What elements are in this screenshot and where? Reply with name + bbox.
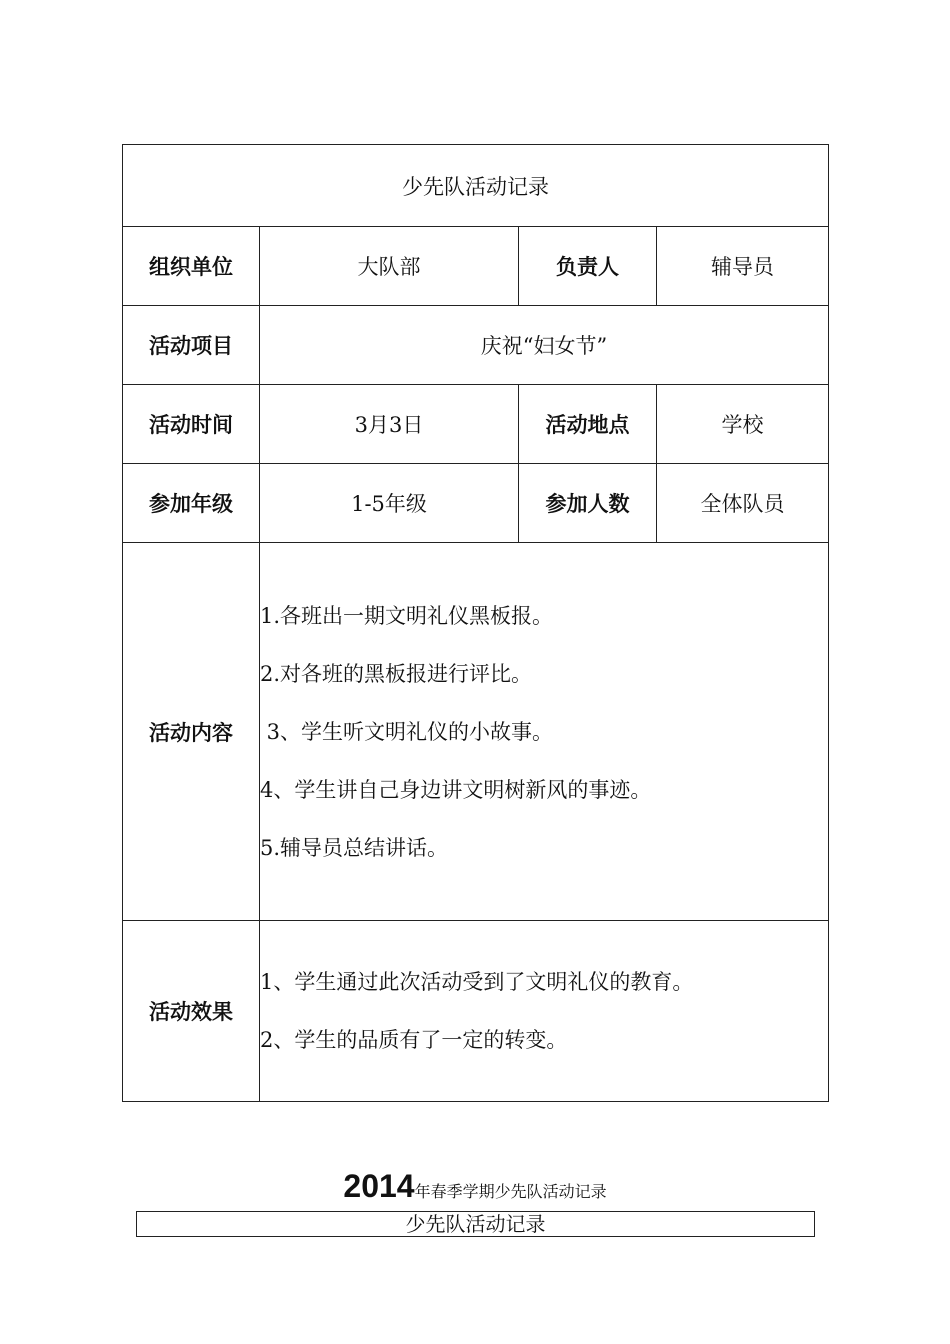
next-record-title: 少先队活动记录	[136, 1211, 815, 1237]
effect-item: 2、学生的品质有了一定的转变。	[260, 1028, 568, 1052]
time-label: 活动时间	[123, 385, 260, 464]
footer-year: 2014	[343, 1168, 415, 1204]
footer-heading	[0, 1168, 950, 1205]
time-value: 3月3日	[260, 385, 519, 464]
effect-label: 活动效果	[123, 921, 260, 1102]
org-value: 大队部	[260, 227, 519, 306]
content-label: 活动内容	[123, 543, 260, 921]
table-title: 少先队活动记录	[123, 145, 829, 227]
content-item: 5.辅导员总结讲话。	[260, 835, 449, 860]
grade-label: 参加年级	[123, 464, 260, 543]
effect-list	[260, 921, 829, 1102]
activity-record-table	[122, 144, 829, 1102]
count-label: 参加人数	[519, 464, 657, 543]
content-item: 4、学生讲自己身边讲文明树新风的事迹。	[260, 777, 652, 802]
grade-value: 1-5年级	[260, 464, 519, 543]
project-label: 活动项目	[123, 306, 260, 385]
place-label: 活动地点	[519, 385, 657, 464]
effect-item: 1、学生通过此次活动受到了文明礼仪的教育。	[260, 970, 694, 994]
content-item: 3、学生听文明礼仪的小故事。	[260, 719, 554, 744]
footer-heading-text: 年春季学期少先队活动记录	[414, 1182, 607, 1201]
content-list	[260, 543, 829, 921]
owner-label: 负责人	[519, 227, 657, 306]
place-value: 学校	[657, 385, 829, 464]
content-item: 1.各班出一期文明礼仪黑板报。	[260, 603, 554, 628]
content-item: 2.对各班的黑板报进行评比。	[260, 661, 533, 686]
owner-value: 辅导员	[657, 227, 829, 306]
count-value: 全体队员	[657, 464, 829, 543]
org-label: 组织单位	[123, 227, 260, 306]
project-value: 庆祝“妇女节”	[260, 306, 829, 385]
